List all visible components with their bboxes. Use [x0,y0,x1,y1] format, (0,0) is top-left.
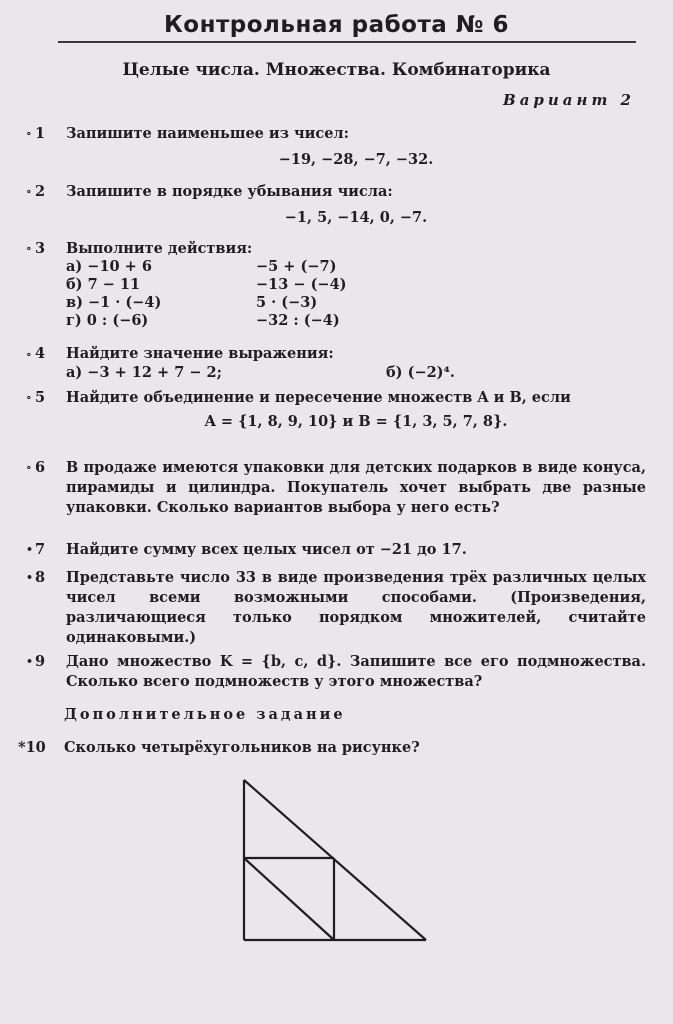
difficulty-marker: • [26,655,34,668]
difficulty-marker: ∘ [26,127,32,140]
quadrilaterals-figure [236,776,436,946]
task-text: Найдите значение выражения: [66,345,334,362]
task-number: 1 [35,125,46,142]
task-text: Запишите наименьшее из чисел: [66,125,349,142]
expression-b: б) (−2)⁴. [386,364,455,381]
task-number: 2 [35,183,46,200]
expression-row: в) −1 · (−4) 5 · (−3) [66,294,318,311]
difficulty-marker: ∘ [26,391,32,404]
task-4 [26,344,646,382]
task-numbers: −1, 5, −14, 0, −7. [284,209,428,226]
task-number: 3 [35,240,46,257]
task-text: Найдите объединение и пересечение множеств A и B, если [66,389,571,406]
expression-a: а) −3 + 12 + 7 − 2; [66,364,222,381]
task-10 [18,738,638,758]
expression-row: г) 0 : (−6) −32 : (−4) [66,312,340,329]
task-number: 8 [35,569,46,586]
task-number: 5 [35,389,46,406]
task-9 [26,652,646,692]
task-number: 7 [35,541,46,558]
task-6 [26,458,646,518]
expression-row: а) −10 + 6 −5 + (−7) [66,258,337,275]
task-text: В продаже имеются упаковки для детских подарков в виде конуса, пирамиды и цилиндра. Покупатель хочет выбрать две разные упаковки. Сколько вариантов выбора у него есть? [66,459,646,516]
difficulty-marker: ∘ [26,185,32,198]
task-5 [26,388,646,432]
task-3 [26,240,646,330]
expression-row: б) 7 − 11 −13 − (−4) [66,276,347,293]
page-subtitle: Целые числа. Множества. Комбинаторика [122,60,551,80]
extra-task-heading: Дополнительное задание [64,706,346,723]
task-text: Дано множество K = {b, c, d}. Запишите все его подмножества. Сколько всего подмножеств у этого множества? [66,653,646,690]
task-number: 6 [35,459,46,476]
task-2 [26,182,646,228]
difficulty-marker: * [18,739,26,756]
task-text: Выполните действия: [66,240,253,257]
title-divider [58,41,636,43]
task-text: Запишите в порядке убывания числа: [66,183,393,200]
difficulty-marker: ∘ [26,461,32,474]
task-text: Сколько четырёхугольников на рисунке? [64,739,420,756]
difficulty-marker: • [26,571,34,584]
task-number: 9 [35,653,46,670]
difficulty-marker: ∘ [26,347,32,361]
difficulty-marker: • [26,543,34,556]
task-sets: A = {1, 8, 9, 10} и B = {1, 3, 5, 7, 8}. [204,413,508,430]
task-8 [26,568,646,648]
task-number: 4 [35,345,46,362]
task-number: 10 [25,739,46,756]
task-1 [26,124,646,170]
task-text: Найдите сумму всех целых чисел от −21 до 17. [66,541,467,558]
task-numbers: −19, −28, −7, −32. [278,151,434,168]
task-text: Представьте число 33 в виде произведения трёх различных целых чисел всеми возможными способами. (Произведения, различающиеся только порядком множителей, считайте одинаковыми.) [66,569,646,646]
page-title: Контрольная работа № 6 [163,12,510,38]
figure-diagonal-line [244,858,334,940]
task-7 [26,540,646,560]
variant-label: Вариант 2 [503,91,635,109]
difficulty-marker: ∘ [26,242,32,255]
